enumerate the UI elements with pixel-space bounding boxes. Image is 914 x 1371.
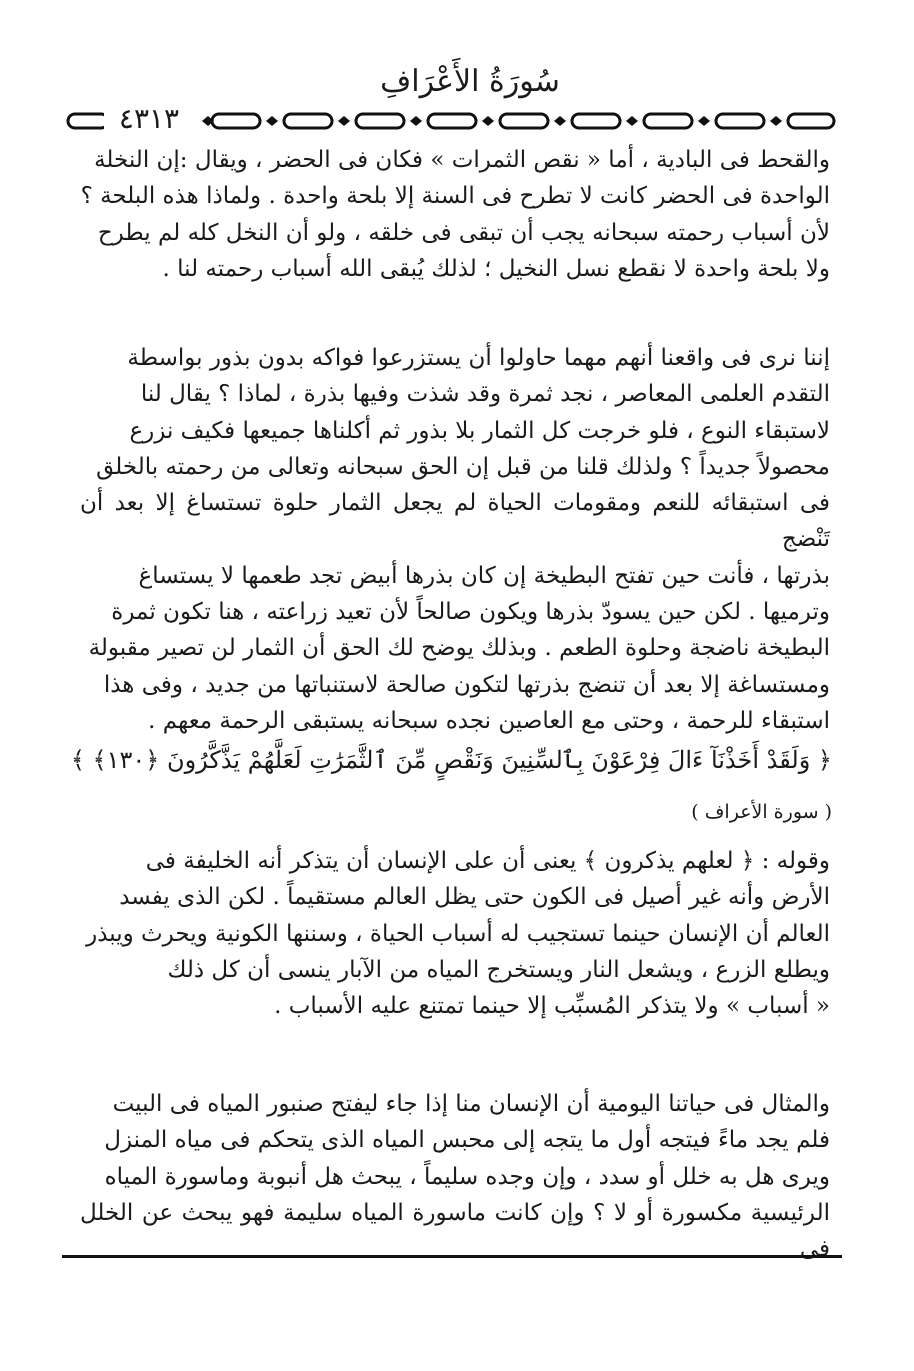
text-line: فلم يجد ماءً فيتجه أول ما يتجه إلى محبس المياه الذى يتحكم فى مياه المنزل [104, 1127, 830, 1154]
text-line: استبقاء للرحمة ، وحتى مع العاصين نجده سبحانه يستبقى الرحمة معهم . [148, 707, 830, 734]
text-line: الواحدة فى الحضر كانت لا تطرح فى السنة إلا بلحة واحدة . ولماذا هذه البلحة ؟ [80, 183, 830, 210]
text-line: « أسباب » ولا يتذكر المُسبِّب إلا حينما تمتنع عليه الأسباب . [274, 993, 830, 1020]
text-line: ومستساغة إلا بعد أن تنضج بذرتها لتكون صالحة لاستنباتها من جديد ، وفى هذا [103, 671, 830, 698]
text-line: والقحط فى البادية ، أما « نقص الثمرات » فكان فى الحضر ، ويقال :إن النخلة [94, 147, 830, 173]
surah-title: سُورَةُ الأَعْرَافِ [380, 64, 560, 99]
text-line: الرئيسية مكسورة أو لا ؟ وإن كانت ماسورة المياه سليمة فهو يبحث عن الخلل فى [80, 1199, 830, 1263]
text-line: الأرض وأنه غير أصيل فى الكون حتى يظل العالم مستقيماً . لكن الذى يفسد [119, 884, 830, 911]
quran-verse: ﴿ وَلَقَدْ أَخَذْنَآ ءَالَ فِرْعَوْنَ بِٱلسِّنِينَ وَنَقْصٍ مِّنَ ٱلثَّمَرَٰتِ لَعَلَّهُمْ يَذَّكَّرُونَ ﴿١٣٠﴾ ﴾ [70, 746, 832, 774]
text-line: لاستبقاء النوع ، فلو خرجت كل الثمار بلا بذور ثم أكلناها جميعها فكيف نزرع [129, 417, 830, 444]
text-line: محصولاً جديداً ؟ ولذلك قلنا من قبل إن الحق سبحانه وتعالى من رحمته بالخلق [96, 453, 830, 480]
text-line: والمثال فى حياتنا اليومية أن الإنسان منا إذا جاء ليفتح صنبور المياه فى البيت [112, 1091, 830, 1117]
paragraph-2 [80, 340, 830, 739]
text-line: لأن أسباب رحمته سبحانه يجب أن تبقى فى خلقه ، ولو أن النخل كله لم يطرح [97, 219, 830, 246]
paragraph-3 [80, 843, 830, 1024]
text-line: ويطلع الزرع ، ويشعل النار ويستخرج المياه من الآبار ينسى أن كل ذلك [167, 956, 830, 983]
text-line: ولا بلحة واحدة لا نقطع نسل النخيل ؛ لذلك يُبقى الله أسباب رحمته لنا . [162, 255, 830, 282]
text-line: إننا نرى فى واقعنا أنهم مهما حاولوا أن يستزرعوا فواكه بدون بذور بواسطة [127, 345, 830, 371]
paragraph-1 [80, 142, 830, 287]
text-line: وترميها . لكن حين يسودّ بذرها ويكون صالحاً لأن تعيد زراعته ، هنا تكون ثمرة [111, 599, 830, 626]
text-line: بذرتها ، فأنت حين تفتح البطيخة إن كان بذرها أبيض تجد طعمها لا يستساغ [138, 562, 830, 589]
text-line: البطيخة ناضجة وحلوة الطعم . وبذلك يوضح لك الحق أن الثمار لن تصير مقبولة [88, 635, 830, 662]
text-line: فى استبقائه للنعم ومقومات الحياة لم يجعل الثمار حلوة تستساغ إلا بعد أن تَنْضج [80, 490, 830, 553]
page-number: ٤٣١٣ [104, 100, 194, 138]
text-line: ويرى هل به خلل أو سدد ، وإن وجده سليماً ، يبحث هل أنبوبة وماسورة المياه [104, 1163, 830, 1190]
text-line: العالم أن الإنسان حينما تستجيب له أسباب الحياة ، وسننها الكونية ويحرث ويبذر [86, 920, 830, 947]
paragraph-4 [80, 1086, 830, 1267]
footer-rule [62, 1255, 842, 1258]
verse-source: ( سورة الأعراف ) [691, 801, 832, 823]
text-line: وقوله : ﴿ لعلهم يذكرون ﴾ يعنى أن على الإنسان أن يتذكر أنه الخليفة فى [145, 848, 830, 874]
text-line: التقدم العلمى المعاصر ، نجد ثمرة وقد شذت وفيها بذرة ، لماذا ؟ يقال لنا [140, 381, 830, 408]
